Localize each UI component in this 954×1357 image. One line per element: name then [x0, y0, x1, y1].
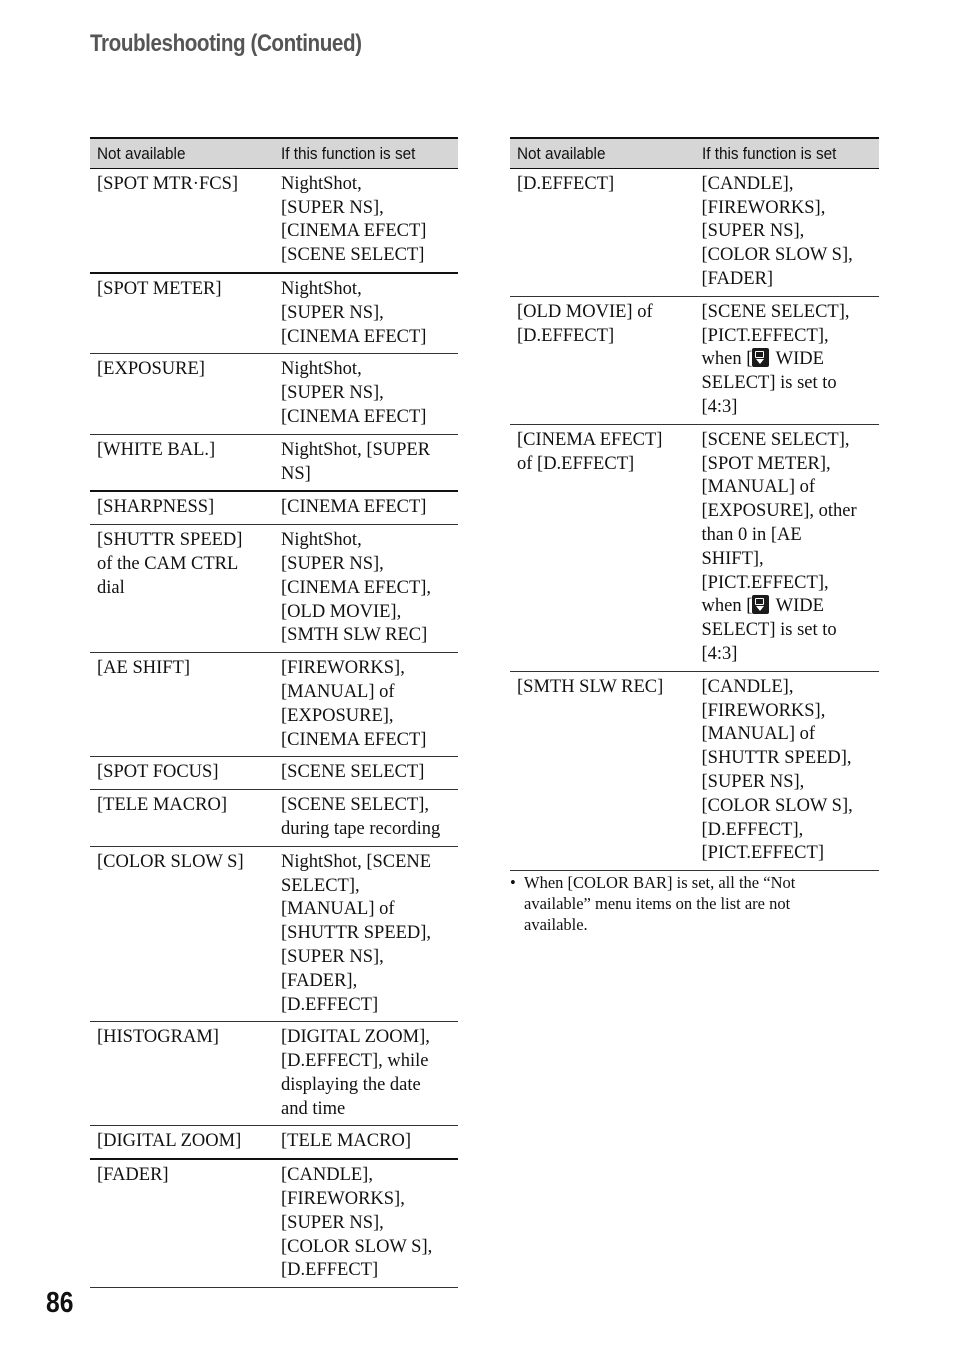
row-value-part-a: [SCENE SELECT], [PICT.EFFECT], when [: [701, 301, 850, 370]
row-value: NightShot, [SCENE SELECT], [MANUAL] of [SHUTTR SPEED], [SUPER NS], [FADER], [D.EFFECT]: [274, 846, 458, 1022]
table-row: [90, 653, 458, 757]
row-key: [FADER]: [90, 1159, 274, 1287]
row-key: [EXPOSURE]: [90, 354, 274, 434]
table-row: [90, 273, 458, 354]
row-key: [SPOT METER]: [90, 273, 274, 354]
row-value: [CANDLE], [FIREWORKS], [SUPER NS], [COLOR SLOW S], [FADER]: [695, 168, 880, 296]
row-key: [AE SHIFT]: [90, 653, 274, 757]
table-row: [90, 1126, 458, 1159]
row-value: [CINEMA EFECT]: [274, 491, 458, 524]
table-row: [90, 491, 458, 524]
column-header-if-set: If this function is set: [274, 138, 458, 168]
row-key: [WHITE BAL.]: [90, 434, 274, 491]
table-row: [90, 1022, 458, 1126]
table-header-row: [510, 138, 879, 168]
row-key: [D.EFFECT]: [510, 168, 695, 296]
row-value: NightShot, [SUPER NS], [CINEMA EFECT]: [274, 354, 458, 434]
row-key: [SPOT FOCUS]: [90, 757, 274, 790]
column-header-not-available: Not available: [510, 138, 695, 168]
function-table-right: [510, 137, 879, 871]
row-value-part-b: WIDE SELECT] is set to [4:3]: [701, 596, 837, 664]
row-key: [SMTH SLW REC]: [510, 671, 695, 870]
row-value: [TELE MACRO]: [274, 1126, 458, 1159]
wide-select-icon: [752, 595, 769, 614]
page-header: Troubleshooting (Continued): [90, 30, 362, 57]
table-row: [90, 757, 458, 790]
table-row: [510, 296, 879, 424]
row-value: [695, 296, 880, 424]
table-row: [90, 846, 458, 1022]
row-value: NightShot, [SUPER NS], [CINEMA EFECT], [OLD MOVIE], [SMTH SLW REC]: [274, 525, 458, 653]
bullet: •: [510, 873, 516, 892]
row-key: [HISTOGRAM]: [90, 1022, 274, 1126]
row-key: [SHARPNESS]: [90, 491, 274, 524]
table-row: [90, 168, 458, 273]
function-table-left: [90, 137, 458, 1288]
row-value-part-b: WIDE SELECT] is set to [4:3]: [701, 349, 837, 417]
row-key: [COLOR SLOW S]: [90, 846, 274, 1022]
row-key: [SHUTTR SPEED] of the CAM CTRL dial: [90, 525, 274, 653]
column-header-not-available: Not available: [90, 138, 274, 168]
row-value-part-a: [SCENE SELECT], [SPOT METER], [MANUAL] of [EXPOSURE], other than 0 in [AE SHIFT], [PICT.EFFECT], when [: [701, 429, 857, 617]
page-number: 86: [46, 1287, 74, 1319]
row-key: [OLD MOVIE] of [D.EFFECT]: [510, 296, 695, 424]
table-header-row: [90, 138, 458, 168]
row-value: [SCENE SELECT]: [274, 757, 458, 790]
row-key: [SPOT MTR·FCS]: [90, 168, 274, 273]
table-row: [90, 525, 458, 653]
row-key: [TELE MACRO]: [90, 790, 274, 847]
table-row: [510, 424, 879, 671]
table-row: [90, 1159, 458, 1287]
table-row: [90, 790, 458, 847]
row-value: NightShot, [SUPER NS], [CINEMA EFECT]: [274, 273, 458, 354]
row-value: [SCENE SELECT], during tape recording: [274, 790, 458, 847]
row-value: [CANDLE], [FIREWORKS], [SUPER NS], [COLOR SLOW S], [D.EFFECT]: [274, 1159, 458, 1287]
footnote-text: When [COLOR BAR] is set, all the “Not available” menu items on the list are not available.: [524, 873, 796, 934]
row-value: [CANDLE], [FIREWORKS], [MANUAL] of [SHUTTR SPEED], [SUPER NS], [COLOR SLOW S], [D.EFFECT], [PICT.EFFECT]: [695, 671, 880, 870]
table-row: [510, 671, 879, 870]
row-value: [DIGITAL ZOOM], [D.EFFECT], while displaying the date and time: [274, 1022, 458, 1126]
wide-select-icon: [752, 348, 769, 367]
row-key: [CINEMA EFECT] of [D.EFFECT]: [510, 424, 695, 671]
table-row: [510, 168, 879, 296]
row-value: NightShot, [SUPER NS], [CINEMA EFECT] [SCENE SELECT]: [274, 168, 458, 273]
column-header-if-set: If this function is set: [695, 138, 880, 168]
table-row: [90, 354, 458, 434]
footnote: [510, 872, 854, 935]
row-value: [695, 424, 880, 671]
row-value: NightShot, [SUPER NS]: [274, 434, 458, 491]
table-row: [90, 434, 458, 491]
row-key: [DIGITAL ZOOM]: [90, 1126, 274, 1159]
row-value: [FIREWORKS], [MANUAL] of [EXPOSURE], [CINEMA EFECT]: [274, 653, 458, 757]
